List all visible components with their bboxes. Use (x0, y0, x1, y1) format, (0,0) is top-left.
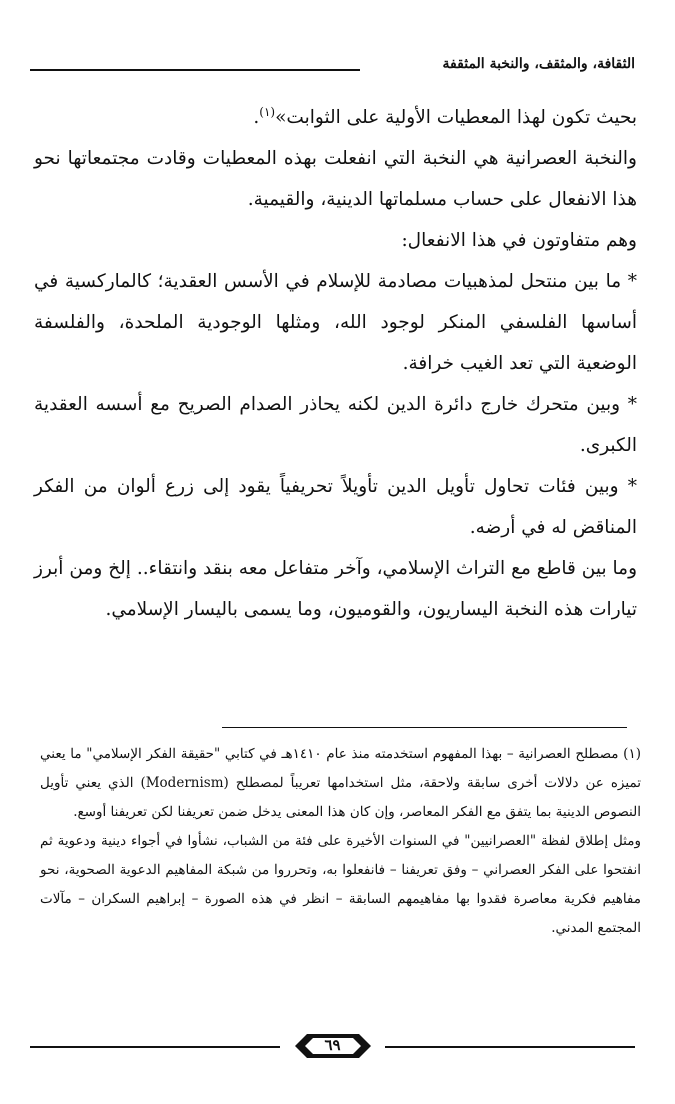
page-number-badge (293, 1030, 373, 1062)
paragraph: * وبين فئات تحاول تأويل الدين تأويلاً تحريفياً يقود إلى زرع ألوان من الفكر المناقض له في أرضه. (34, 476, 637, 539)
page-footer (30, 1028, 635, 1066)
paragraph (34, 92, 637, 138)
footnote: (١) مصطلح العصرانية – بهذا المفهوم استخدمته منذ عام ١٤١٠هـ في كتابي "حقيقة الفكر الإسلامي" ما يعني تميزه عن دلالات أخرى سابقة ولاحقة، مثل استخدامها تعريباً لمصطلح (Modernism) الذي يعني تأويل النصوص الدينية بما يتفق مع الفكر المعاصر، وإن كان هذا المعنى يدخل ضمن تعريفنا لكن تعريفنا أوسع. (40, 746, 641, 820)
footnotes (40, 740, 641, 943)
paragraph: وما بين قاطع مع التراث الإسلامي، وآخر متفاعل معه بنقد وانتقاء.. إلخ ومن أبرز تيارات هذه النخبة اليساريون، والقوميون، وما يسمى باليسار الإسلامي. (34, 558, 637, 621)
main-text (34, 92, 637, 630)
footnote-separator (222, 727, 627, 728)
page-number: ٦٩ (324, 1036, 341, 1054)
running-header (30, 56, 635, 82)
paragraph: * وبين متحرك خارج دائرة الدين لكنه يحاذر الصدام الصريح مع أسسه العقدية الكبرى. (34, 394, 637, 457)
running-header-title: الثقافة، والمثقف، والنخبة المثقفة (442, 56, 635, 72)
paragraph-text: بحيث تكون لهذا المعطيات الأولية على الثوابت» (275, 107, 637, 129)
paragraph: * ما بين منتحل لمذهبيات مصادمة للإسلام في الأسس العقدية؛ كالماركسية في أساسها الفلسفي المنكر لوجود الله، ومثلها الوجودية الملحدة، والفلسفة الوضعية التي تعد الغيب خرافة. (34, 271, 637, 375)
paragraph: والنخبة العصرانية هي النخبة التي انفعلت بهذه المعطيات وقادت مجتمعاتها نحو هذا الانفعال على حساب مسلماتها الدينية، والقيمية. (34, 148, 637, 211)
paragraph: وهم متفاوتون في هذا الانفعال: (401, 230, 637, 252)
footnote: ومثل إطلاق لفظة "العصرانيين" في السنوات الأخيرة على فئة من الشباب، نشأوا في أجواء دينية ودعوية ثم انفتحوا على الفكر العصراني – وفق تعريفنا – فانفعلوا به، وتحرروا من شبكة المفاهيم الدعوية الصحوية، نحو مفاهيم فكرية معاصرة فقدوا بها مفاهيمهم السابقة – انظر في هذه الصورة – إبراهيم السكران – مآلات المجتمع المدني. (40, 833, 641, 936)
footer-rule-left (30, 1046, 280, 1048)
footnote-marker: (١) (259, 105, 276, 119)
header-rule (30, 69, 360, 71)
footer-rule-right (385, 1046, 635, 1048)
paragraph-tail: . (253, 107, 260, 129)
